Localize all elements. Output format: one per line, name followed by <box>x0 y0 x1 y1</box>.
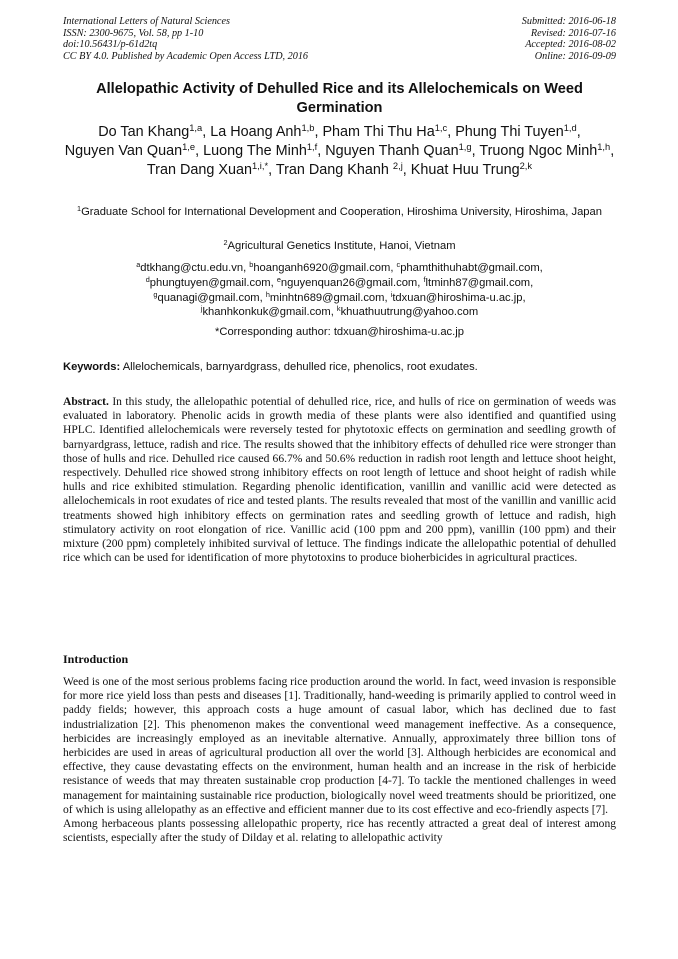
email: $^i$tdxuan@hiroshima-u.ac.jp, <box>390 289 526 304</box>
author: Phung Thi Tuyen$^{1,d}$, <box>455 122 581 140</box>
paragraph: Weed is one of the most serious problems facing rice production around the world. In fact, weed invasion is responsible for more rice yield loss than pests and diseases [1]. Traditionally, hand-weeding is primarily applied to control weed in paddy fields; however, this approach costs a huge amount of casual labor, which has declined due to fast industrialization [2]. This phenomenon makes the conventional weed management ineffective. As a consequence, herbicides are increasingly employed as an inevitable alternative. Annually, approximately three billion tons of herbicides are used in areas of agricultural production all over the world [3]. Although herbicides are economical and effective, they cause devastating effects on the environment, human health and an increase in the risk of herbicide resistance of weeds that may threaten sustainable crop production [4-7]. To tackle the mentioned challenges in weed management for maintaining sustainable rice production, biologically novel weed treatments should be prioritized, one of which is using allelopathy as an effective and efficient manner due to its cost effective and eco-friendly aspects [7]. <box>63 676 616 816</box>
section-heading-introduction: Introduction <box>63 652 129 666</box>
author-emails <box>63 261 616 320</box>
author-name: Truong Ngoc Minh <box>479 143 598 160</box>
author-affiliation-mark: 1,a <box>189 122 203 133</box>
author-affiliation-mark: 1,b <box>301 122 315 133</box>
author-affiliation-mark: 1,g <box>458 142 472 153</box>
email: $^b$hoanganh6920@gmail.com, <box>249 260 394 274</box>
author: Luong The Minh$^{1,f}$, <box>203 142 322 160</box>
author: Tran Dang Khanh $^{2,j}$, <box>275 161 407 179</box>
email-address[interactable]: nguyenquan26@gmail.com <box>280 276 418 289</box>
author-name: La Hoang Anh <box>210 124 302 140</box>
email: $^h$minhtn689@gmail.com, <box>265 289 388 304</box>
email-address[interactable]: quanagi@gmail.com <box>157 291 260 304</box>
email: $^d$phungtuyen@gmail.com, <box>145 274 274 289</box>
affiliation-mark: 2 <box>223 238 228 247</box>
email-address[interactable]: dtkhang@ctu.edu.vn <box>140 262 244 274</box>
date-submitted: Submitted: 2016-06-18 <box>521 16 616 27</box>
email-mark: f <box>423 274 426 284</box>
email-mark: k <box>336 304 341 314</box>
journal-doi: doi:10.56431/p-61d2tq <box>63 39 158 51</box>
journal-name: International Letters of Natural Sciences <box>63 16 230 27</box>
abstract-text: In this study, the allelopathic potential of dehulled rice, rice, and hulls of rice on germination of weeds was evaluated in laboratory. Phenolic acids in growth media of these plants were also identified and quantified using HPLC. Identified allelochemicals were reversely tested for phytotoxic effects on germination and seedling growth of barnyardgrass, lettuce, radish and rice. The results showed that the inhibitory effects of dehulled rice were stronger than those of hulls and rice. Dehulled rice caused 66.7% and 50.6% reduction in radish root length and lettuce shoot height, respectively. Dehulled rice showed strong inhibitory effects on root length of lettuce and shoot height of radish while hulls and rice exhibited stimulation. Regarding phenolic identification, vanillin and vanillic acid were detected as allelochemicals in root exudates of rice and tested plants. The results revealed that most of the vanillin and vanillic acid treatments showed high inhibitory effects on germination rates and seedling growth of lettuce and radish, high stimulatory activity on root elongation of rice. Vanillic acid (100 ppm and 200 ppm), vanillin (100 ppm) and their mixture (200 ppm) completely inhibited survival of lettuce. The findings indicate the allelopathic potential of dehulled rice which can be used for identification of more phytotoxins to produce bioherbicides in agricultural practices. <box>63 396 616 565</box>
date-online: Online: 2016-09-09 <box>534 50 616 62</box>
email <box>337 306 478 318</box>
journal-issn: ISSN: 2300-9675, Vol. 58, pp 1-10 <box>63 27 204 39</box>
email: $^j$khanhkonkuk@gmail.com, <box>200 304 334 319</box>
author-affiliation-mark: 1,c <box>434 122 448 133</box>
author-affiliation-mark: 1,d <box>563 122 577 133</box>
paper-title: Allelopathic Activity of Dehulled Rice and its Allelochemicals on Weed Germination <box>96 81 583 116</box>
email-mark: a <box>136 260 141 269</box>
journal-license: CC BY 4.0. Published by Academic Open Access LTD, 2016 <box>63 50 309 62</box>
email-mark: b <box>249 260 254 269</box>
author-name: Nguyen Van Quan <box>64 143 183 160</box>
author-name: Pham Thi Thu Ha <box>322 124 435 140</box>
email-address[interactable]: khanhkonkuk@gmail.com <box>202 306 331 319</box>
author-name: Khuat Huu Trung <box>410 162 520 179</box>
author-name: Luong The Minh <box>203 143 307 160</box>
date-accepted: Accepted: 2016-08-02 <box>525 39 616 51</box>
author: Nguyen Thanh Quan$^{1,g}$, <box>325 142 476 160</box>
author: Do Tan Khang$^{1,a}$, <box>98 122 207 140</box>
email-mark: h <box>265 289 270 299</box>
affiliation-text: Agricultural Genetics Institute, Hanoi, Vietnam <box>227 240 456 252</box>
email-mark: i <box>390 289 393 299</box>
affiliation-text: Graduate School for International Development and Cooperation, Hiroshima University, Hiroshima, Japan <box>81 206 602 218</box>
author-list <box>58 123 621 181</box>
introduction-body <box>63 675 616 845</box>
email: $^a$dtkhang@ctu.edu.vn, <box>136 260 247 274</box>
paragraph: Among herbaceous plants possessing allelopathic property, rice has recently attracted a great deal of interest among scientists, especially after the study of Dilday et al. relating to allelopathic activity <box>63 818 616 845</box>
email-mark: g <box>153 289 158 299</box>
author: La Hoang Anh$^{1,b}$, <box>210 122 319 140</box>
author <box>411 162 532 178</box>
email-address[interactable]: hoanganh6920@gmail.com <box>253 262 391 274</box>
abstract-label: Abstract. <box>63 396 109 408</box>
email: $^e$nguyenquan26@gmail.com, <box>276 274 421 289</box>
author: Pham Thi Thu Ha$^{1,c}$, <box>322 122 452 140</box>
corresponding-author: *Corresponding author: tdxuan@hiroshima-u.ac.jp <box>215 326 464 338</box>
affiliation <box>63 239 616 254</box>
email-address[interactable]: minhtn689@gmail.com <box>269 291 385 304</box>
publication-dates <box>522 16 616 62</box>
email-mark: c <box>396 260 401 269</box>
author-affiliation-mark: 2,j <box>392 161 403 172</box>
author-name: Nguyen Thanh Quan <box>325 143 459 160</box>
author-affiliation-mark: 2,k <box>519 161 533 172</box>
email: $^g$quanagi@gmail.com, <box>153 289 263 304</box>
author-name: Phung Thi Tuyen <box>455 124 564 140</box>
author: Truong Ngoc Minh$^{1,h}$, <box>479 142 615 160</box>
email-address[interactable]: phungtuyen@gmail.com <box>149 276 271 289</box>
affiliation-mark: 1 <box>77 204 82 213</box>
email-mark: d <box>145 274 150 284</box>
email-address[interactable]: khuathuutrung@yahoo.com <box>340 306 479 319</box>
date-revised: Revised: 2016-07-16 <box>530 27 616 39</box>
author-affiliation-mark: 1,i,* <box>251 161 269 172</box>
email: $^c$phamthithuhabt@gmail.com, <box>396 260 543 274</box>
email: $^f$ltminh87@gmail.com, <box>423 274 534 289</box>
email-mark: j <box>200 304 203 314</box>
email-mark: e <box>276 274 281 284</box>
email-address[interactable]: ltminh87@gmail.com <box>425 276 531 289</box>
author: Nguyen Van Quan$^{1,e}$, <box>64 142 200 160</box>
author-affiliation-mark: 1,f <box>306 142 318 153</box>
affiliation <box>63 205 616 220</box>
abstract <box>63 395 616 565</box>
author: Tran Dang Xuan$^{1,i,*}$, <box>146 161 273 179</box>
keywords-text: Allelochemicals, barnyardgrass, dehulled rice, phenolics, root exudates. <box>122 361 478 373</box>
author-affiliation-mark: 1,e <box>182 142 196 153</box>
author-name: Tran Dang Khanh <box>275 162 393 179</box>
author-name: Tran Dang Xuan <box>146 162 252 179</box>
author-affiliation-mark: 1,h <box>597 142 611 153</box>
keywords-label: Keywords: <box>63 361 121 373</box>
keywords <box>63 360 616 374</box>
journal-info <box>63 16 308 62</box>
email-address[interactable]: phamthithuhabt@gmail.com <box>400 262 540 274</box>
email-address[interactable]: tdxuan@hiroshima-u.ac.jp <box>392 291 523 304</box>
author-name: Do Tan Khang <box>98 124 190 140</box>
